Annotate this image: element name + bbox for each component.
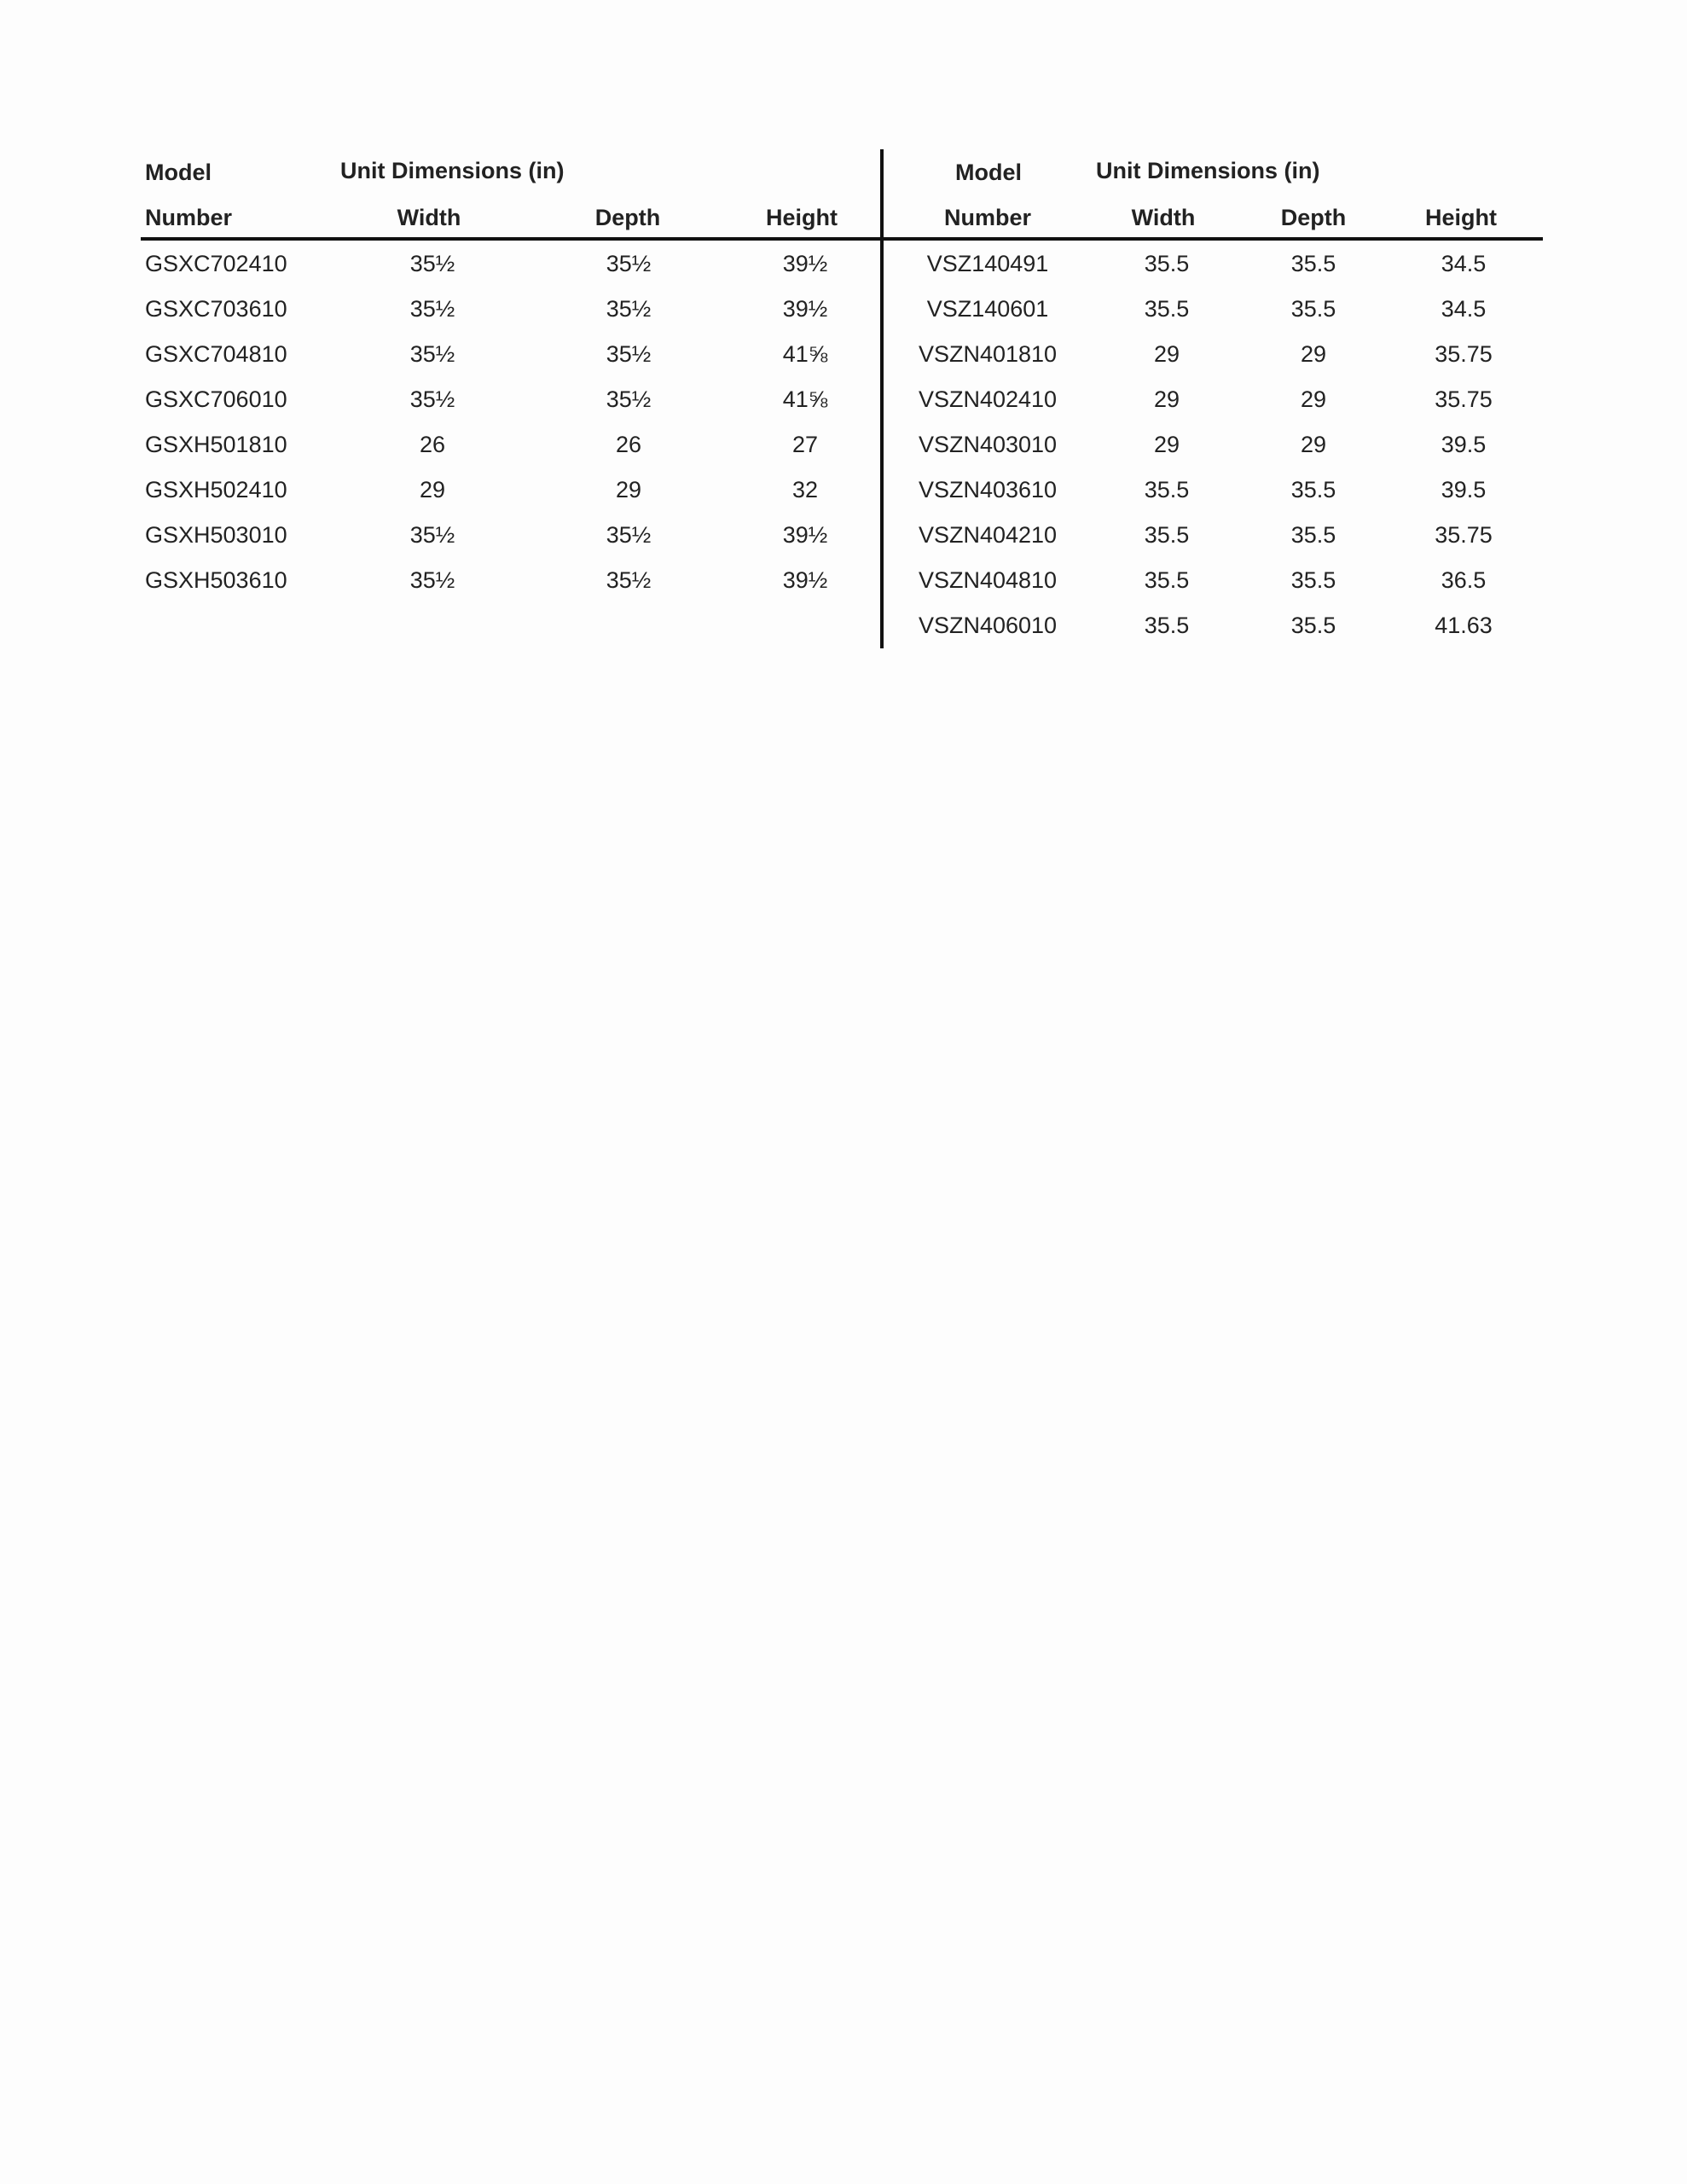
height-cell: 39½ [782,296,828,322]
height-cell: 34.5 [1441,296,1487,322]
depth-cell: 35.5 [1290,251,1336,276]
depth-cell: 35½ [606,386,652,412]
height-cell: 36.5 [1441,567,1487,593]
depth-cell: 35.5 [1290,567,1336,593]
right-header-model: Model [955,160,1022,185]
width-cell: 35½ [409,296,455,322]
height-cell: 35.75 [1435,522,1493,548]
height-cell: 41.63 [1435,613,1493,638]
table-divider [880,149,884,648]
model-number-cell: VSZ140601 [926,296,1049,322]
model-number-cell: GSXC704810 [145,341,287,367]
depth-cell: 35½ [606,341,652,367]
width-cell: 35.5 [1144,251,1190,276]
left-header-unit-dimensions: Unit Dimensions (in) [340,158,565,183]
width-cell: 35½ [409,251,455,276]
left-header-number: Number [145,205,233,230]
model-number-cell: GSXC703610 [145,296,287,322]
model-number-cell: VSZN403610 [918,477,1058,502]
height-cell: 39½ [782,522,828,548]
width-cell: 35.5 [1144,567,1190,593]
depth-cell: 29 [1300,432,1327,457]
height-cell: 41⅝ [782,386,828,412]
model-number-cell: GSXH503610 [145,567,287,593]
header-underline [141,237,1543,241]
left-header-height: Height [766,205,838,230]
height-cell: 39½ [782,251,828,276]
height-cell: 39½ [782,567,828,593]
depth-cell: 35½ [606,251,652,276]
model-number-cell: VSZN404210 [918,522,1058,548]
depth-cell: 35½ [606,522,652,548]
width-cell: 35½ [409,386,455,412]
height-cell: 27 [791,432,819,457]
right-header-width: Width [1131,205,1196,230]
height-cell: 35.75 [1435,341,1493,367]
depth-cell: 35.5 [1290,296,1336,322]
model-number-cell: VSZN403010 [918,432,1058,457]
height-cell: 41⅝ [782,341,828,367]
height-cell: 39.5 [1441,432,1487,457]
left-header-depth: Depth [594,205,661,230]
width-cell: 35½ [409,341,455,367]
model-number-cell: VSZN402410 [918,386,1058,412]
model-number-cell: VSZN401810 [918,341,1058,367]
model-number-cell: VSZ140491 [926,251,1049,276]
width-cell: 35½ [409,567,455,593]
depth-cell: 35½ [606,296,652,322]
depth-cell: 35.5 [1290,613,1336,638]
width-cell: 29 [1153,386,1180,412]
width-cell: 29 [1153,432,1180,457]
right-header-height: Height [1425,205,1497,230]
model-number-cell: GSXH501810 [145,432,287,457]
depth-cell: 26 [615,432,642,457]
right-header-depth: Depth [1280,205,1347,230]
depth-cell: 29 [1300,341,1327,367]
width-cell: 29 [419,477,446,502]
width-cell: 26 [419,432,446,457]
left-header-width: Width [397,205,461,230]
depth-cell: 29 [1300,386,1327,412]
model-number-cell: GSXH502410 [145,477,287,502]
depth-cell: 35.5 [1290,477,1336,502]
height-cell: 34.5 [1441,251,1487,276]
width-cell: 35.5 [1144,522,1190,548]
height-cell: 35.75 [1435,386,1493,412]
depth-cell: 29 [615,477,642,502]
width-cell: 35.5 [1144,477,1190,502]
model-number-cell: VSZN404810 [918,567,1058,593]
model-number-cell: VSZN406010 [918,613,1058,638]
width-cell: 35.5 [1144,296,1190,322]
right-header-number: Number [943,205,1032,230]
model-number-cell: GSXC702410 [145,251,287,276]
right-header-unit-dimensions: Unit Dimensions (in) [1096,158,1320,183]
width-cell: 35½ [409,522,455,548]
width-cell: 29 [1153,341,1180,367]
depth-cell: 35½ [606,567,652,593]
left-header-model: Model [145,160,212,185]
model-number-cell: GSXH503010 [145,522,287,548]
height-cell: 32 [791,477,819,502]
model-number-cell: GSXC706010 [145,386,287,412]
width-cell: 35.5 [1144,613,1190,638]
depth-cell: 35.5 [1290,522,1336,548]
height-cell: 39.5 [1441,477,1487,502]
